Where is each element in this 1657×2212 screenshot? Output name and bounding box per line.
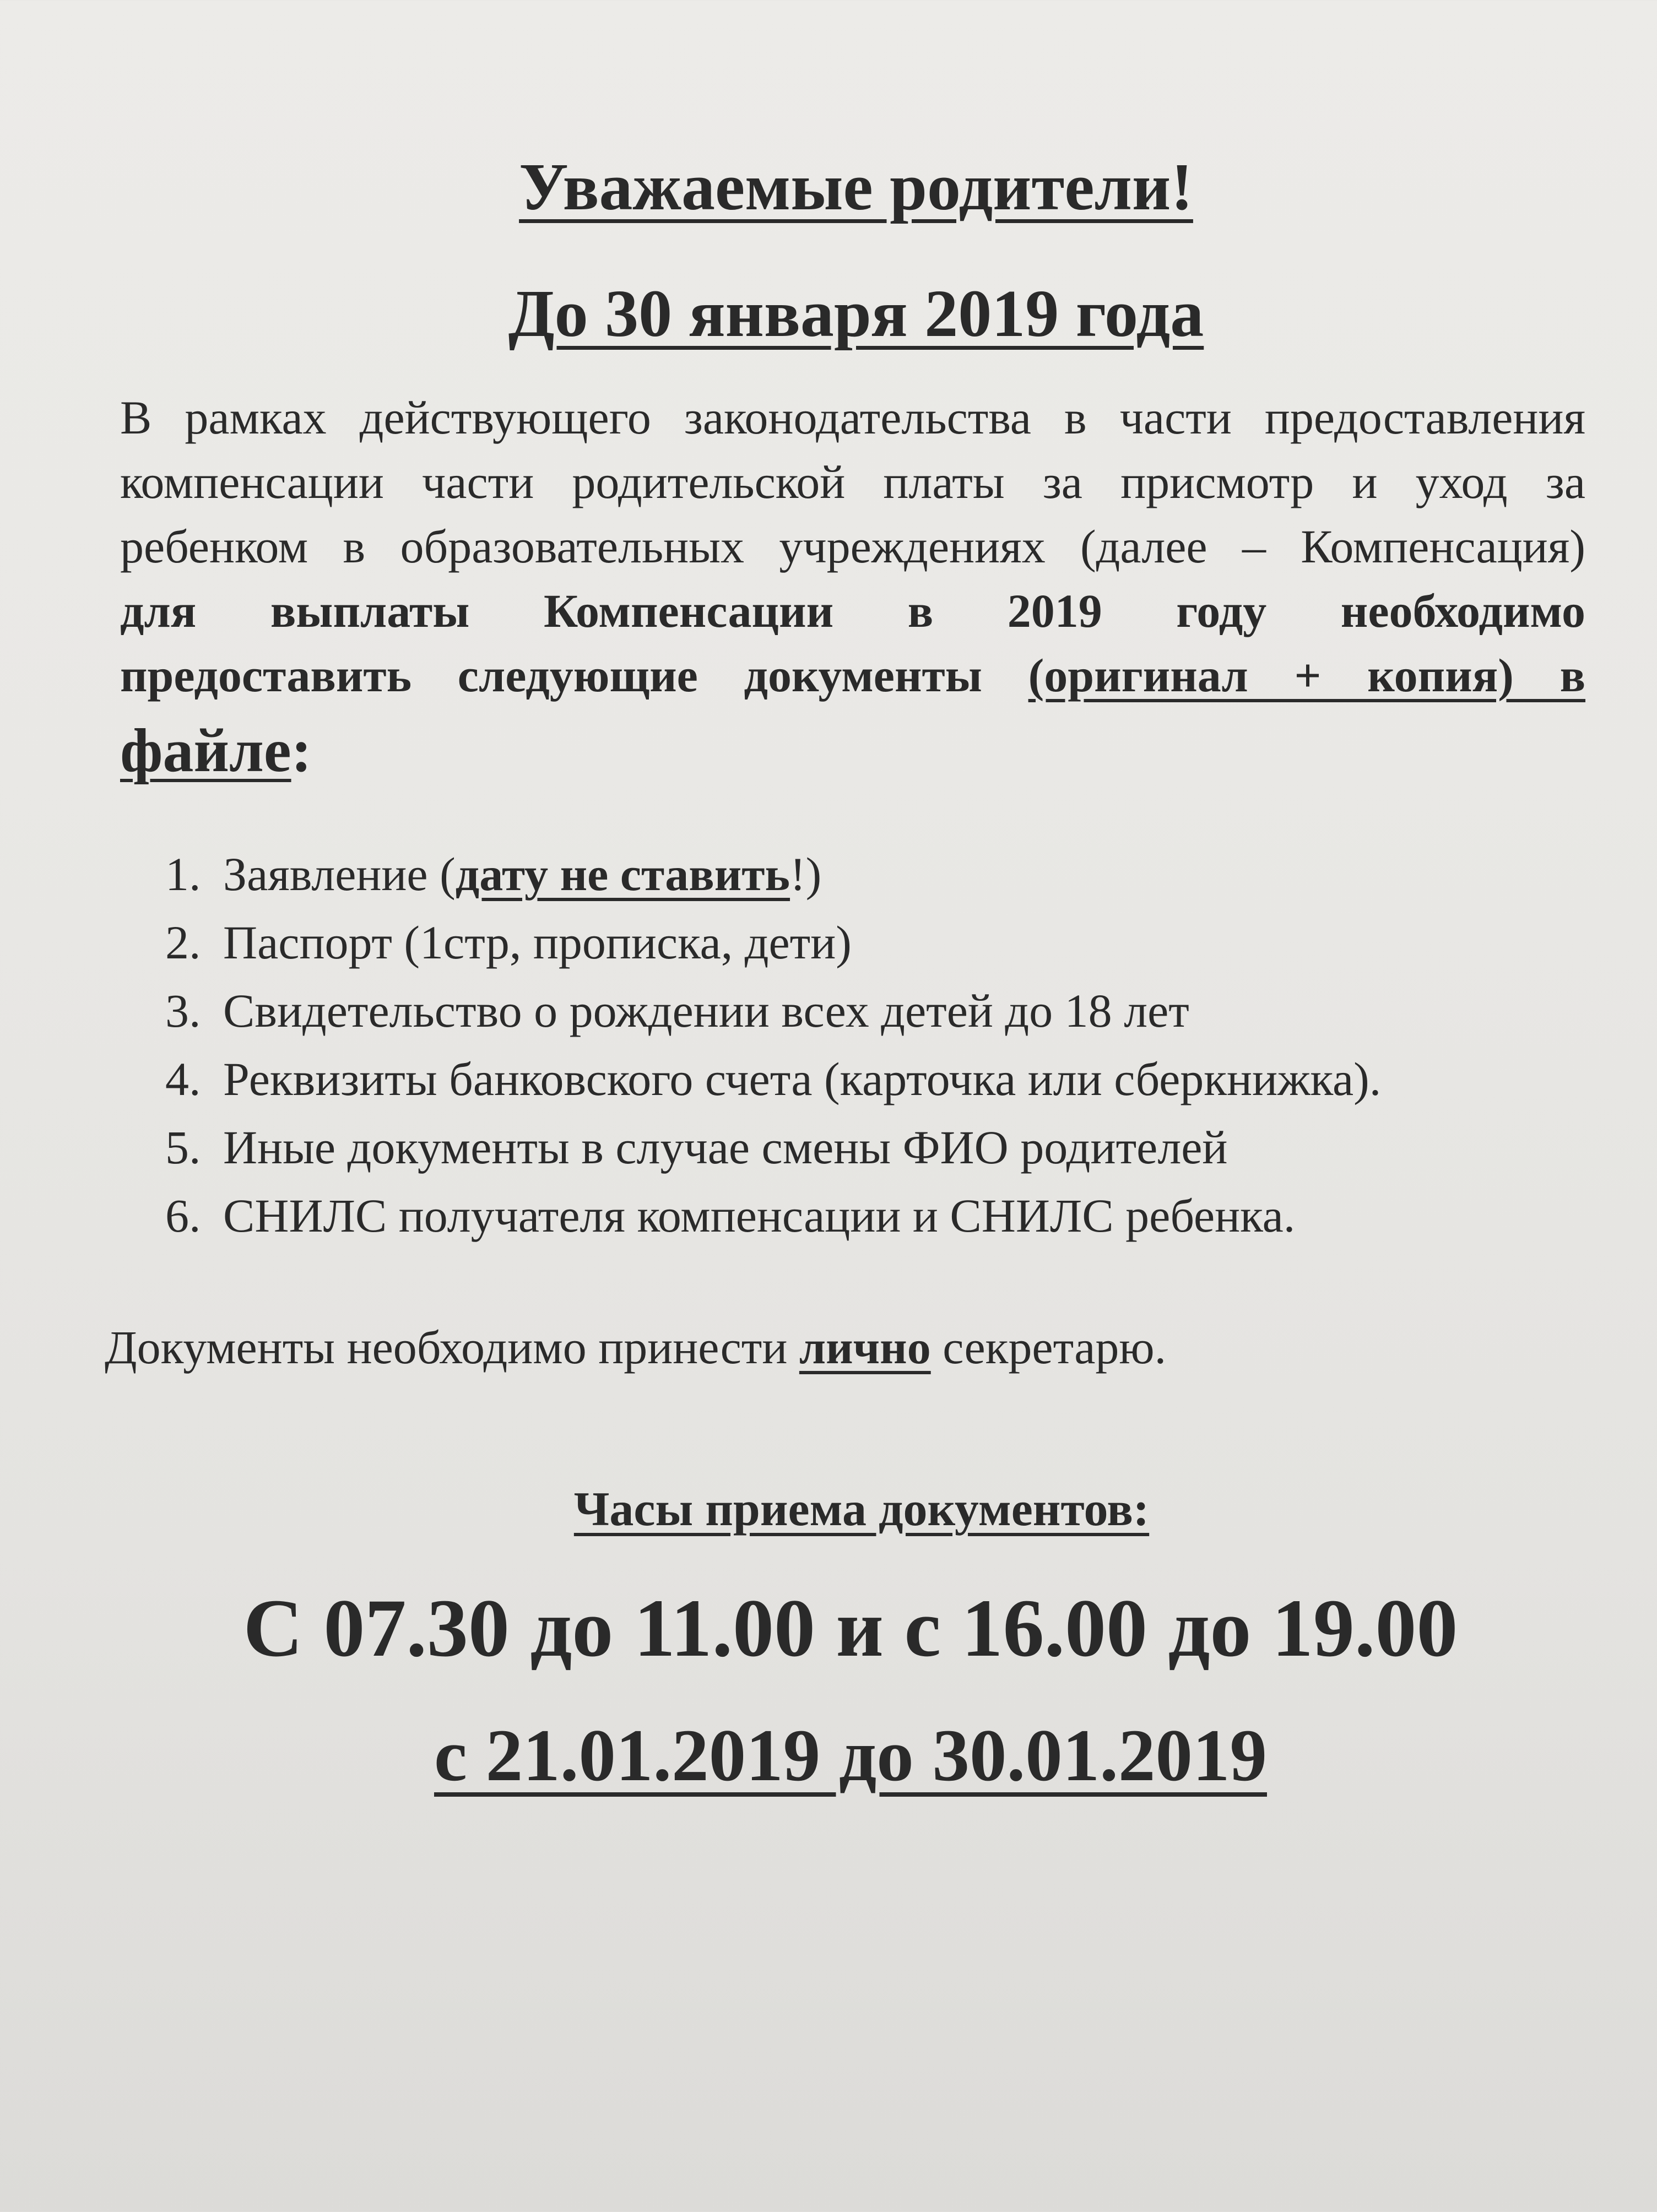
reception-hours: С 07.30 до 11.00 и с 16.00 до 19.00 (243, 1582, 1458, 1674)
intro-line-5 (120, 643, 1585, 708)
list-item (165, 908, 1381, 977)
intro-line-5-text: предоставить следующие документы (120, 649, 982, 702)
item-text: Заявление ( (223, 848, 456, 901)
bring-text: Документы необходимо принести (105, 1321, 799, 1374)
intro-line-3: ребенком в образовательных учреждениях (далее – Компенсация) (120, 520, 1585, 573)
bring-text-after: секретарю. (930, 1321, 1167, 1374)
item-number: 4. (165, 1053, 201, 1105)
reception-dates (22, 1713, 1657, 1798)
file-colon: : (291, 717, 312, 785)
reception-dates-text: с 21.01.2019 до 30.01.2019 (434, 1715, 1267, 1797)
item-number: 2. (165, 916, 201, 969)
intro-line-2: компенсации части родительской платы за присмотр и уход за (120, 456, 1585, 508)
intro-paragraph (120, 386, 1585, 783)
notice-greeting (28, 149, 1657, 226)
original-copy-note: (оригинал + копия) в (1028, 649, 1586, 702)
documents-list (165, 840, 1381, 1250)
item-number: 3. (165, 984, 201, 1037)
item-text: Реквизиты банковского счета (карточка или сберкнижка). (223, 1053, 1382, 1105)
in-person-emphasis: лично (799, 1321, 931, 1374)
intro-line-1: В рамках действующего законодательства в части предоставления (120, 391, 1585, 444)
item-emphasis: дату не ставить (455, 848, 790, 901)
intro-line-4: для выплаты Компенсации в 2019 году необходимо (120, 584, 1585, 637)
item-text: Свидетельство о рождении всех детей до 18 лет (223, 984, 1189, 1037)
file-word: файле (120, 717, 291, 785)
list-item (165, 840, 1381, 908)
item-text: Паспорт (1стр, прописка, дети) (223, 916, 852, 969)
reception-hours-title (33, 1482, 1657, 1537)
item-number: 5. (165, 1121, 201, 1174)
greeting-text: Уважаемые родители! (519, 150, 1193, 224)
list-item (165, 977, 1381, 1045)
item-number: 6. (165, 1189, 201, 1242)
list-item (165, 1113, 1381, 1181)
list-item (165, 1181, 1381, 1250)
intro-line-6 (120, 719, 1585, 783)
notice-deadline (28, 275, 1657, 353)
item-text: Иные документы в случае смены ФИО родителей (223, 1121, 1228, 1174)
item-text-after: !) (790, 848, 822, 901)
list-item (165, 1045, 1381, 1113)
item-text: СНИЛС получателя компенсации и СНИЛС ребенка. (223, 1189, 1296, 1242)
reception-hours-title-text: Часы приема документов: (573, 1483, 1150, 1536)
bring-in-person-note (105, 1320, 1166, 1375)
deadline-text: До 30 января 2019 года (508, 276, 1204, 351)
item-number: 1. (165, 848, 201, 901)
